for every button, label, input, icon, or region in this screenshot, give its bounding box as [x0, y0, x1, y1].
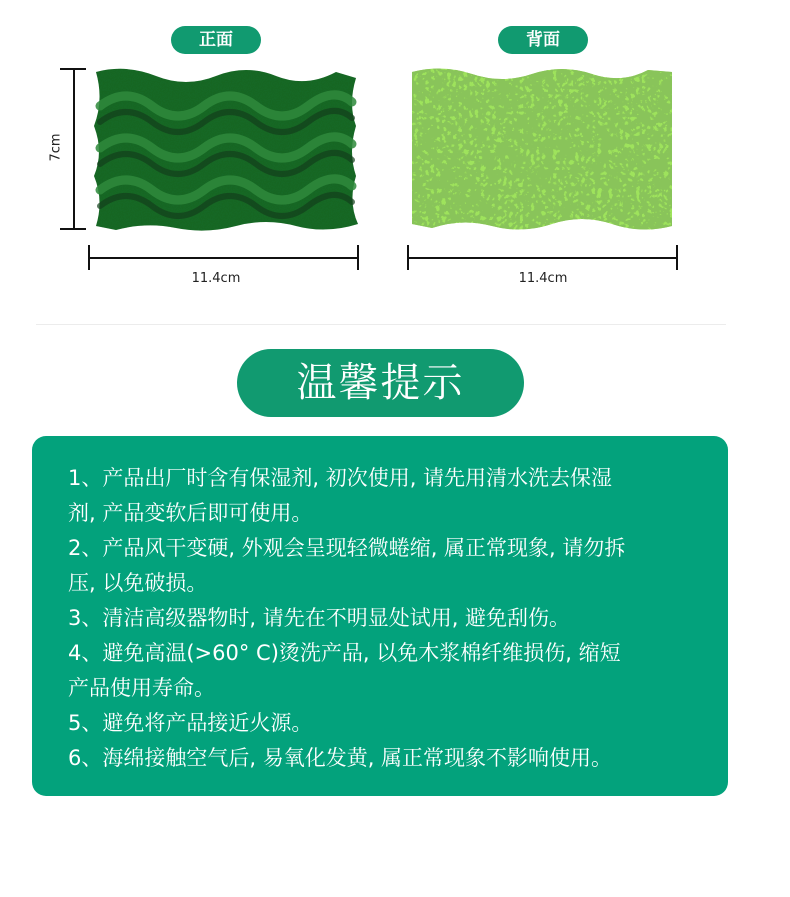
- height-dimension-line: [60, 66, 90, 234]
- front-width-label: 11.4cm: [191, 271, 241, 286]
- tip-line: 5、避免将产品接近火源。: [68, 711, 313, 735]
- back-width-dimension-line: [405, 245, 681, 271]
- tips-heading: 温馨提示: [237, 349, 524, 417]
- section-divider: [36, 324, 726, 325]
- front-sponge-image: [86, 66, 362, 238]
- back-width-label: 11.4cm: [518, 271, 568, 286]
- tip-line: 剂, 产品变软后即可使用。: [68, 501, 313, 525]
- tip-line: 1、产品出厂时含有保湿剂, 初次使用, 请先用清水洗去保湿: [68, 466, 613, 490]
- tip-line: 压, 以免破损。: [68, 571, 208, 595]
- front-label: 正面: [171, 26, 261, 54]
- tip-line: 6、海绵接触空气后, 易氧化发黄, 属正常现象不影响使用。: [68, 746, 613, 770]
- tip-line: 产品使用寿命。: [68, 676, 215, 700]
- tip-line: 3、清洁高级器物时, 请先在不明显处试用, 避免刮伤。: [68, 606, 571, 630]
- tips-card: [32, 436, 728, 796]
- back-sponge-image: [408, 66, 676, 232]
- tip-line: 4、避免高温(>60° C)烫洗产品, 以免木浆棉纤维损伤, 缩短: [68, 641, 621, 665]
- back-label: 背面: [498, 26, 588, 54]
- height-label: 7cm: [48, 133, 64, 162]
- front-width-dimension-line: [86, 245, 362, 271]
- tip-line: 2、产品风干变硬, 外观会呈现轻微蜷缩, 属正常现象, 请勿拆: [68, 536, 626, 560]
